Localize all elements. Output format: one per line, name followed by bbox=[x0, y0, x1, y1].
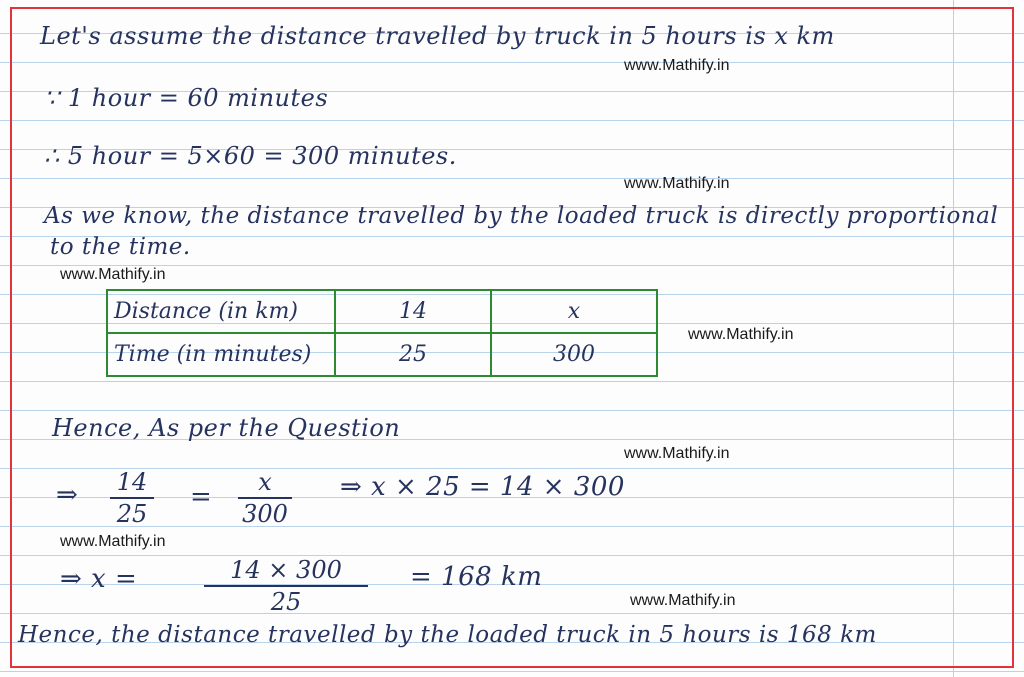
fraction-bar bbox=[110, 497, 154, 499]
line-result: = 168 km bbox=[410, 562, 543, 592]
line-one-hour: ∵ 1 hour = 60 minutes bbox=[44, 84, 329, 112]
watermark: www.Mathify.in bbox=[624, 445, 730, 462]
data-table bbox=[106, 289, 658, 377]
table-cell: 300 bbox=[491, 333, 657, 376]
fraction-14-over-25 bbox=[110, 468, 154, 528]
watermark: www.Mathify.in bbox=[60, 533, 166, 550]
fraction-denominator: 25 bbox=[270, 588, 302, 616]
fraction-numerator: 14 bbox=[116, 468, 148, 496]
fraction-denominator: 25 bbox=[116, 500, 148, 528]
watermark: www.Mathify.in bbox=[60, 266, 166, 283]
table-row bbox=[107, 290, 657, 333]
table-row bbox=[107, 333, 657, 376]
line-assumption: Let's assume the distance travelled by truck in 5 hours is x km bbox=[40, 22, 835, 50]
table-cell: Time (in minutes) bbox=[107, 333, 335, 376]
table-cell: Distance (in km) bbox=[107, 290, 335, 333]
line-x-equals: ⇒ x = bbox=[60, 564, 138, 594]
fraction-bar bbox=[204, 585, 368, 587]
line-conclusion: Hence, the distance travelled by the loaded truck in 5 hours is 168 km bbox=[18, 622, 877, 648]
line-proportional: As we know, the distance travelled by the loaded truck is directly proportional bbox=[44, 203, 999, 229]
fraction-numerator: 14 × 300 bbox=[230, 556, 342, 584]
table-cell: 25 bbox=[335, 333, 491, 376]
fraction-numerator: x bbox=[258, 468, 272, 496]
watermark: www.Mathify.in bbox=[688, 326, 794, 343]
watermark: www.Mathify.in bbox=[630, 592, 736, 609]
line-to-time: to the time. bbox=[50, 234, 191, 260]
line-as-per-question: Hence, As per the Question bbox=[52, 414, 401, 442]
fraction-x-over-300 bbox=[238, 468, 292, 528]
watermark: www.Mathify.in bbox=[624, 175, 730, 192]
table-cell: 14 bbox=[335, 290, 491, 333]
fraction-result bbox=[204, 556, 368, 616]
implies-arrow: ⇒ bbox=[56, 480, 79, 510]
fraction-bar bbox=[238, 497, 292, 499]
fraction-denominator: 300 bbox=[242, 500, 288, 528]
table-cell: x bbox=[491, 290, 657, 333]
equals-sign: = bbox=[190, 482, 213, 512]
line-cross-multiply: ⇒ x × 25 = 14 × 300 bbox=[340, 472, 625, 502]
watermark: www.Mathify.in bbox=[624, 57, 730, 74]
line-five-hour: ∴ 5 hour = 5×60 = 300 minutes. bbox=[44, 142, 457, 170]
